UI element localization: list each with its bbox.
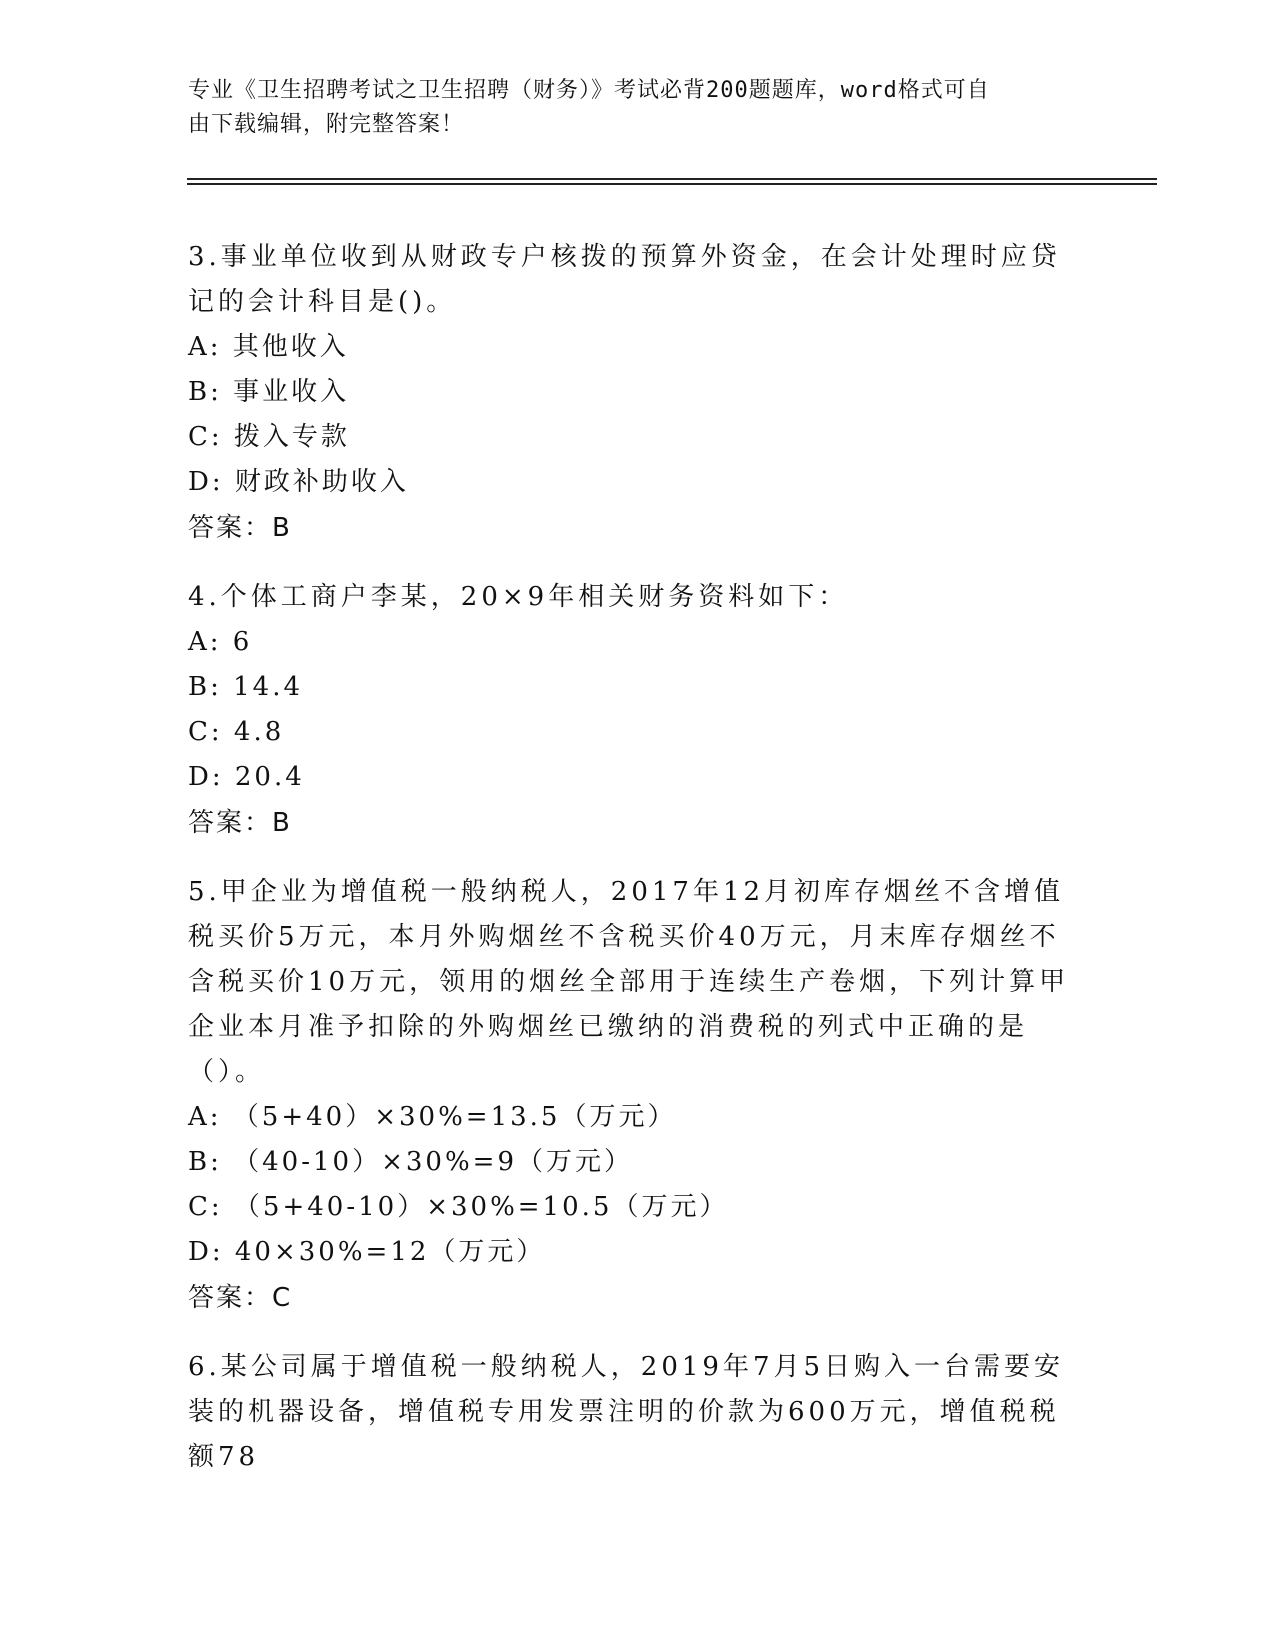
question-stem: 5.甲企业为增值税一般纳税人，2017年12月初库存烟丝不含增值税买价5万元，本月外购烟丝不含税买价40万元，月末库存烟丝不含税买价10万元，领用的烟丝全部用于连续生产卷烟，下列计算甲企业本月准予扣除的外购烟丝已缴纳的消费税的列式中正确的是（）。 (188, 877, 1070, 1087)
option-a: A: 其他收入 (188, 332, 349, 362)
option-d: D: 财政补助收入 (188, 467, 409, 497)
option-c: C: 拨入专款 (188, 422, 350, 452)
question-stem: 6.某公司属于增值税一般纳税人，2019年7月5日购入一台需要安装的机器设备，增值税专用发票注明的价款为600万元，增值税税额78 (188, 1352, 1065, 1472)
option-b: B: （40-10）×30%=9（万元） (188, 1147, 633, 1177)
option-b: B: 事业收入 (188, 377, 350, 407)
option-c: C: 4.8 (188, 717, 285, 747)
header-line-1: 专业《卫生招聘考试之卫生招聘（财务）》考试必背200题题库，word格式可自 (188, 78, 990, 103)
question-stem: 4.个体工商户李某，20×9年相关财务资料如下： (188, 582, 849, 612)
answer-line: 答案：B (188, 808, 292, 838)
option-c: C: （5+40-10）×30%=10.5（万元） (188, 1192, 729, 1222)
option-a: A: （5+40）×30%=13.5（万元） (188, 1102, 677, 1132)
question-stem: 3.事业单位收到从财政专户核拨的预算外资金，在会计处理时应贷记的会计科目是()。 (188, 242, 1061, 317)
answer-line: 答案：B (188, 513, 292, 543)
option-b: B: 14.4 (188, 672, 304, 702)
answer-line: 答案：C (188, 1283, 293, 1313)
question-list (188, 235, 1088, 1504)
option-d: D: 40×30%=12（万元） (188, 1237, 546, 1267)
option-a: A: 6 (188, 627, 253, 657)
header-divider-bottom (187, 183, 1157, 185)
header-divider-top (187, 178, 1157, 180)
option-d: D: 20.4 (188, 762, 305, 792)
question-6 (188, 1345, 1088, 1480)
document-header (188, 74, 1088, 142)
header-line-2: 由下载编辑，附完整答案！ (188, 112, 465, 137)
question-4 (188, 575, 1088, 846)
question-3 (188, 235, 1088, 551)
question-5 (188, 870, 1088, 1321)
